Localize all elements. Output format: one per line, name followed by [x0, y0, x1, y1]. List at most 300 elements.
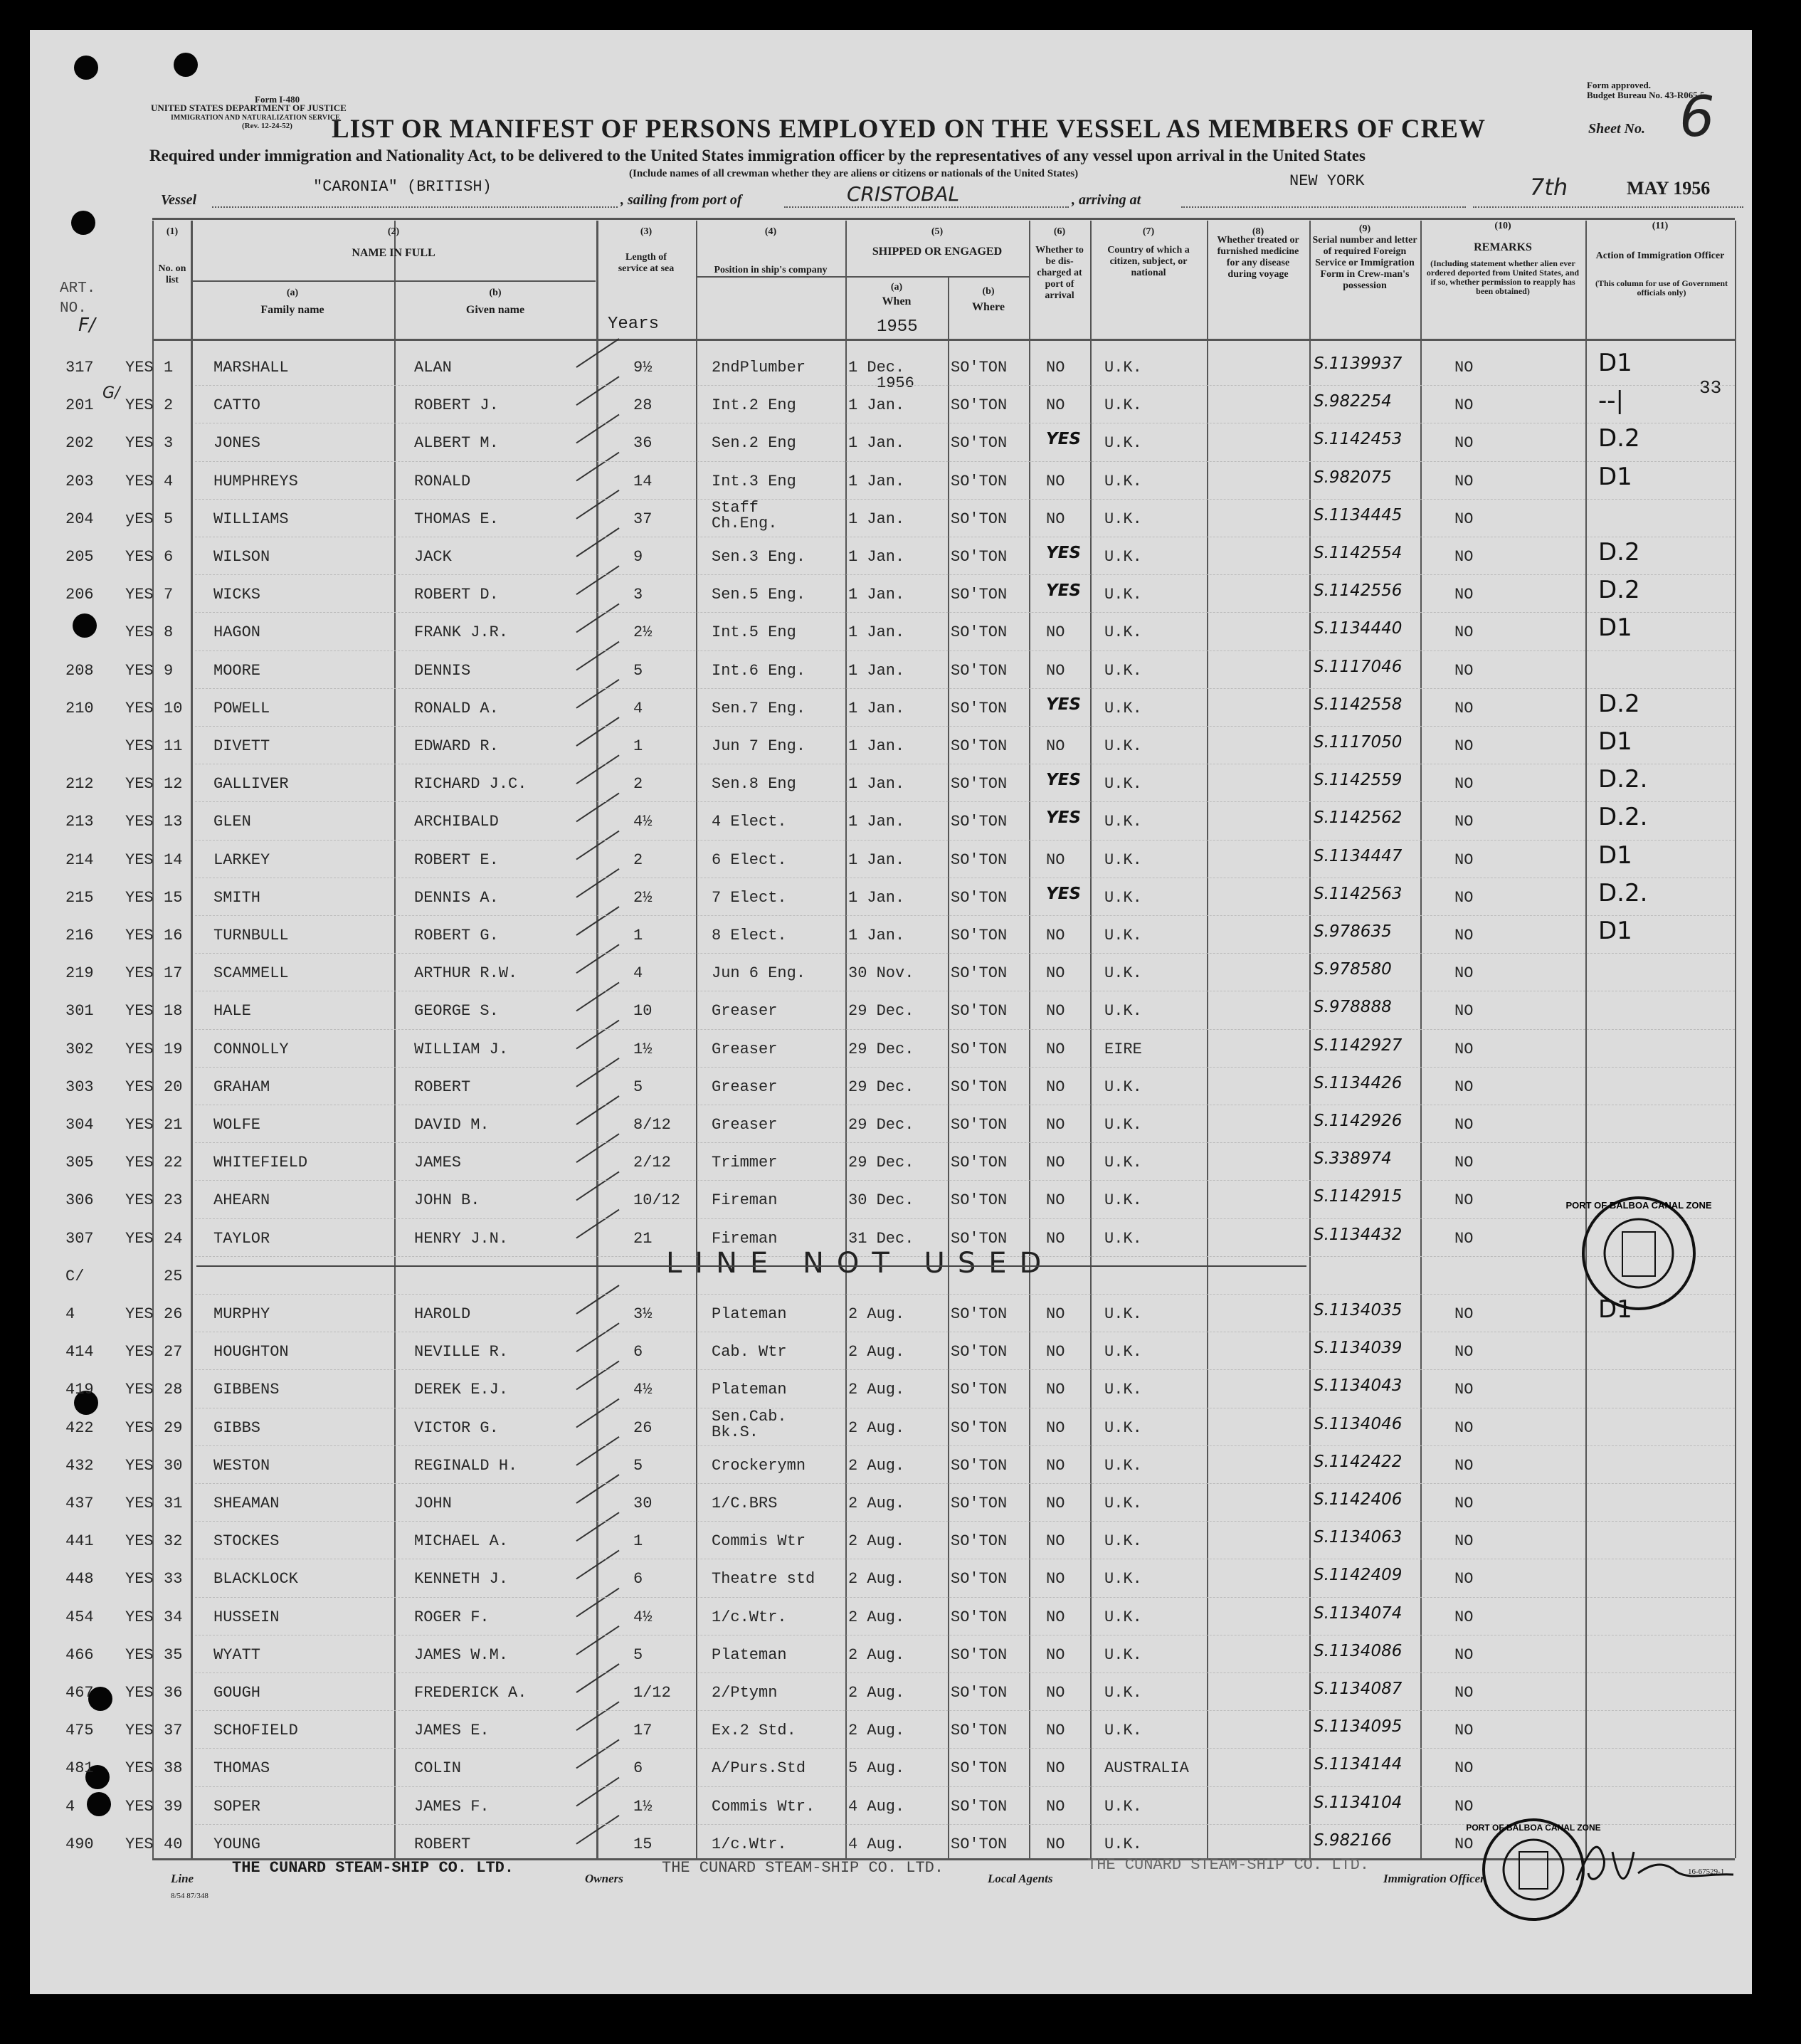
remarks: NO	[1454, 1418, 1474, 1437]
list-number: 4	[164, 472, 174, 490]
family-name: DIVETT	[213, 737, 270, 755]
list-number: 5	[164, 510, 174, 528]
remarks: NO	[1454, 1191, 1474, 1210]
country: U.K.	[1104, 1191, 1142, 1210]
list-number: 26	[164, 1305, 183, 1323]
family-name: BLACKLOCK	[213, 1570, 298, 1589]
list-number: 25	[164, 1267, 183, 1285]
serial-number: S.982254	[1314, 392, 1392, 411]
art-number: 305	[65, 1154, 94, 1172]
yes-mark: YES	[125, 359, 154, 376]
sheet-label: Sheet No.	[1588, 121, 1645, 137]
given-name: ALAN	[414, 359, 452, 376]
serial-number: S.1142563	[1314, 884, 1403, 903]
remarks: NO	[1454, 737, 1474, 755]
art-number: 301	[65, 1002, 94, 1021]
engaged-where: SO'TON	[951, 623, 1008, 642]
family-name: WHITEFIELD	[213, 1154, 308, 1172]
discharged: YES	[1046, 430, 1081, 449]
yes-mark: YES	[125, 1040, 154, 1058]
list-number: 17	[164, 964, 183, 983]
serial-number: S.1134087	[1314, 1680, 1403, 1698]
family-name: WOLFE	[213, 1116, 261, 1134]
table-row	[0, 915, 1801, 953]
engaged-where: SO'TON	[951, 1305, 1008, 1323]
col3-number: (3)	[640, 226, 653, 237]
art-number: 214	[65, 850, 94, 869]
family-name: YOUNG	[213, 1835, 261, 1853]
country: U.K.	[1104, 1418, 1142, 1437]
punch-hole	[74, 56, 98, 80]
remarks: NO	[1454, 359, 1474, 376]
engaged-where: SO'TON	[951, 1722, 1008, 1740]
arrival-underline	[1181, 206, 1466, 208]
engaged-when: 2 Aug.	[848, 1381, 905, 1399]
form-approved: Form approved.	[1587, 80, 1652, 90]
remarks: NO	[1454, 1645, 1474, 1664]
family-name: MOORE	[213, 661, 261, 680]
discharged: NO	[1046, 472, 1065, 490]
art-number: 437	[65, 1495, 94, 1512]
family-name: GIBBS	[213, 1418, 261, 1437]
owners-label: Owners	[585, 1872, 623, 1885]
agents-label: Local Agents	[988, 1872, 1053, 1885]
discharged: NO	[1046, 1154, 1065, 1172]
list-number: 40	[164, 1835, 183, 1853]
given-name: FRANK J.R.	[414, 623, 509, 642]
given-name: HAROLD	[414, 1305, 471, 1323]
remarks: NO	[1454, 510, 1474, 528]
discharged: YES	[1046, 771, 1081, 790]
remarks: NO	[1454, 1305, 1474, 1323]
position: Plateman	[712, 1645, 787, 1664]
position: Greaser	[712, 1002, 778, 1021]
given-name: ARCHIBALD	[414, 813, 499, 831]
table-row	[0, 1294, 1801, 1332]
owners-name: THE CUNARD STEAM-SHIP CO. LTD.	[662, 1859, 944, 1877]
officer-action: D1	[1598, 613, 1632, 643]
remarks: NO	[1454, 434, 1474, 453]
discharged: NO	[1046, 623, 1065, 642]
given-name: DEREK E.J.	[414, 1381, 509, 1399]
discharged: NO	[1046, 1495, 1065, 1512]
yes-mark: YES	[125, 1532, 154, 1551]
col5a-number: (a)	[890, 282, 903, 293]
yes-mark: YES	[125, 1495, 154, 1512]
service-years: 1	[633, 927, 643, 944]
remarks: NO	[1454, 1456, 1474, 1475]
serial-number: S.338974	[1314, 1149, 1392, 1169]
discharged: NO	[1046, 1608, 1065, 1626]
engaged-where: SO'TON	[951, 888, 1008, 907]
family-name: SOPER	[213, 1797, 261, 1816]
service-years: 2	[633, 850, 643, 869]
name-header: NAME IN FULL	[352, 247, 435, 259]
engaged-where: SO'TON	[951, 1116, 1008, 1134]
engaged-when: 30 Dec.	[848, 1191, 914, 1210]
art-number: 303	[65, 1078, 94, 1096]
discharged: YES	[1046, 808, 1081, 828]
position: Sen.2 Eng	[712, 434, 796, 453]
serial-number: S.1134426	[1314, 1073, 1403, 1092]
engaged-when: 1 Jan.	[848, 472, 905, 490]
engaged-when: 2 Aug.	[848, 1495, 905, 1512]
department-name: UNITED STATES DEPARTMENT OF JUSTICE	[151, 102, 347, 113]
discharged: NO	[1046, 1570, 1065, 1589]
position: Staff Ch.Eng.	[712, 498, 778, 532]
art-number: 306	[65, 1191, 94, 1210]
engaged-when: 31 Dec.	[848, 1229, 914, 1248]
col1-number: (1)	[166, 226, 179, 237]
engaged-when: 2 Aug.	[848, 1570, 905, 1589]
family-name: MURPHY	[213, 1305, 270, 1323]
include-note: (Include names of all crewman whether they are aliens or citizens or nationals of the United States)	[629, 168, 1079, 179]
list-number: 3	[164, 434, 174, 453]
name-subhead-rule	[191, 280, 596, 282]
family-name: GIBBENS	[213, 1381, 280, 1399]
service-years: 28	[633, 396, 653, 415]
officer-action: D1	[1598, 841, 1632, 870]
service-years: 14	[633, 472, 653, 490]
officer-action: D.2	[1598, 576, 1640, 605]
country: U.K.	[1104, 510, 1142, 528]
country: U.K.	[1104, 434, 1142, 453]
art-number: 201	[65, 396, 94, 415]
position: 8 Elect.	[712, 927, 787, 944]
position: Sen.7 Eng.	[712, 699, 806, 717]
engaged-when: 2 Aug.	[848, 1532, 905, 1551]
family-name: GRAHAM	[213, 1078, 270, 1096]
art-number: 202	[65, 434, 94, 453]
art-number: 317	[65, 359, 94, 376]
art-number: 448	[65, 1570, 94, 1589]
serial-number: S.1134035	[1314, 1301, 1403, 1319]
service-years: 26	[633, 1418, 653, 1437]
list-number: 36	[164, 1684, 183, 1702]
discharged: NO	[1046, 661, 1065, 680]
agents-name: THE CUNARD STEAM-SHIP CO. LTD.	[1087, 1856, 1370, 1874]
position: Sen.Cab. Bk.S.	[712, 1407, 787, 1441]
yes-mark: yES	[125, 510, 154, 528]
discharged: NO	[1046, 1305, 1065, 1323]
discharged: NO	[1046, 1040, 1065, 1058]
service-years: 4½	[633, 1608, 653, 1626]
yes-mark: YES	[125, 1570, 154, 1589]
list-number: 15	[164, 888, 183, 907]
yes-mark: YES	[125, 586, 154, 604]
position: Theatre std	[712, 1570, 815, 1589]
engaged-when: 29 Dec.	[848, 1078, 914, 1096]
given-name: DENNIS A.	[414, 888, 499, 907]
list-number: 27	[164, 1343, 183, 1361]
given-name: DENNIS	[414, 661, 471, 680]
engaged-when: 1 Jan.	[848, 927, 905, 944]
yes-mark: YES	[125, 1797, 154, 1816]
service-years: 1/12	[633, 1684, 671, 1702]
service-years: 17	[633, 1722, 653, 1740]
list-number: 37	[164, 1722, 183, 1740]
serial-number: S.1142927	[1314, 1036, 1403, 1055]
serial-number: S.1139937	[1314, 354, 1403, 373]
officer-action: D.2	[1598, 689, 1640, 718]
family-name: WYATT	[213, 1645, 261, 1664]
serial-number: S.1142915	[1314, 1187, 1403, 1206]
art-number: 475	[65, 1722, 94, 1740]
family-name: HUSSEIN	[213, 1608, 280, 1626]
officer-action: --|	[1598, 386, 1624, 416]
engaged-when: 1 Jan.	[848, 548, 905, 566]
position: Sen.5 Eng.	[712, 586, 806, 604]
country: U.K.	[1104, 396, 1142, 415]
country: U.K.	[1104, 1116, 1142, 1134]
table-row	[0, 1369, 1801, 1407]
engaged-where: SO'TON	[951, 1495, 1008, 1512]
family-name: SMITH	[213, 888, 261, 907]
where-header: Where	[972, 301, 1005, 313]
officer-action: D.2	[1598, 424, 1640, 453]
engaged-when: 2 Aug.	[848, 1608, 905, 1626]
remarks: NO	[1454, 586, 1474, 604]
engaged-where: SO'TON	[951, 1040, 1008, 1058]
position: 6 Elect.	[712, 850, 787, 869]
art-number: 203	[65, 472, 94, 490]
service-years: 6	[633, 1570, 643, 1589]
list-number: 11	[164, 737, 183, 755]
table-row	[0, 764, 1801, 801]
country: U.K.	[1104, 1495, 1142, 1512]
serial-number: S.1134043	[1314, 1376, 1403, 1396]
given-name: DAVID M.	[414, 1116, 490, 1134]
art-number: 210	[65, 699, 94, 717]
discharged: NO	[1046, 1116, 1065, 1134]
service-years: 15	[633, 1835, 653, 1853]
given-name: HENRY J.N.	[414, 1229, 509, 1248]
officer-action: D1	[1598, 917, 1632, 945]
position: Int.5 Eng	[712, 623, 796, 642]
service-years: 37	[633, 510, 653, 528]
art-number: 216	[65, 927, 94, 944]
list-number: 6	[164, 548, 174, 566]
service-years: 2/12	[633, 1154, 671, 1172]
yes-mark: YES	[125, 1305, 154, 1323]
family-name: WICKS	[213, 586, 261, 604]
col9-number: (9)	[1358, 223, 1371, 234]
country: U.K.	[1104, 1797, 1142, 1816]
family-name: GLEN	[213, 813, 251, 831]
list-number: 8	[164, 623, 174, 642]
engaged-where: SO'TON	[951, 1154, 1008, 1172]
line-name: THE CUNARD STEAM-SHIP CO. LTD.	[232, 1859, 514, 1877]
discharged: YES	[1046, 581, 1081, 601]
given-name: ROBERT G.	[414, 927, 499, 944]
engaged-when: 4 Aug.	[848, 1835, 905, 1853]
art-number: 490	[65, 1835, 94, 1853]
family-name: HALE	[213, 1002, 251, 1021]
given-name: JAMES W.M.	[414, 1645, 509, 1664]
service-years: 8/12	[633, 1116, 671, 1134]
engaged-where: SO'TON	[951, 1002, 1008, 1021]
col6-number: (6)	[1053, 226, 1066, 237]
engaged-where: SO'TON	[951, 1608, 1008, 1626]
given-name: JAMES	[414, 1154, 462, 1172]
table-row	[0, 1445, 1801, 1483]
list-number: 24	[164, 1229, 183, 1248]
list-number: 9	[164, 661, 174, 680]
col2b-number: (b)	[489, 288, 502, 298]
country: U.K.	[1104, 1002, 1142, 1021]
yes-mark: YES	[125, 1116, 154, 1134]
given-name: KENNETH J.	[414, 1570, 509, 1589]
engaged-when: 30 Nov.	[848, 964, 914, 983]
remarks: NO	[1454, 1684, 1474, 1702]
remarks: NO	[1454, 1759, 1474, 1778]
country: U.K.	[1104, 1381, 1142, 1399]
serial-number: S.978635	[1314, 922, 1392, 941]
service-years: 6	[633, 1343, 643, 1361]
yes-mark: YES	[125, 1418, 154, 1437]
table-row	[0, 1142, 1801, 1180]
yes-mark: YES	[125, 661, 154, 680]
service-years: 10	[633, 1002, 653, 1021]
family-name: HOUGHTON	[213, 1343, 289, 1361]
art-header: ART. NO.	[60, 280, 96, 317]
discharged: NO	[1046, 1418, 1065, 1437]
position: 7 Elect.	[712, 888, 787, 907]
art-number: 208	[65, 661, 94, 680]
engaged-where: SO'TON	[951, 775, 1008, 794]
list-number: 23	[164, 1191, 183, 1210]
remarks: NO	[1454, 1835, 1474, 1853]
position: 2ndPlumber	[712, 359, 806, 376]
position: Int.2 Eng	[712, 396, 796, 415]
country: U.K.	[1104, 1608, 1142, 1626]
serial-number: S.982166	[1314, 1830, 1392, 1850]
country: U.K.	[1104, 1305, 1142, 1323]
col8-number: (8)	[1252, 226, 1264, 237]
engaged-year-1956: 1956	[877, 374, 914, 392]
engaged-when: 2 Aug.	[848, 1343, 905, 1361]
medicine-header: Whether treated or furnished medicine for any disease during voyage	[1217, 235, 1299, 280]
given-name: JOHN B.	[414, 1191, 480, 1210]
art-number: 219	[65, 964, 94, 983]
engaged-when: 2 Aug.	[848, 1645, 905, 1664]
discharged: NO	[1046, 510, 1065, 528]
art-number: 206	[65, 586, 94, 604]
country: U.K.	[1104, 1645, 1142, 1664]
list-number: 2	[164, 396, 174, 415]
arrival-day: 7th	[1530, 174, 1568, 201]
list-number: 30	[164, 1456, 183, 1475]
discharged: NO	[1046, 1797, 1065, 1816]
serial-number: S.1134074	[1314, 1603, 1403, 1623]
engaged-when: 2 Aug.	[848, 1456, 905, 1475]
country: U.K.	[1104, 1154, 1142, 1172]
engaged-where: SO'TON	[951, 586, 1008, 604]
engaged-when: 2 Aug.	[848, 1722, 905, 1740]
list-number: 14	[164, 850, 183, 869]
given-name: ROBERT E.	[414, 850, 499, 869]
service-years: 5	[633, 1078, 643, 1096]
list-number: 34	[164, 1608, 183, 1626]
table-row	[0, 650, 1801, 688]
family-name: SHEAMAN	[213, 1495, 280, 1512]
subtitle: Required under immigration and Nationality Act, to be delivered to the United States immigration officer by the representatives of any vessel upon arrival in the United States	[149, 147, 1366, 164]
position: Cab. Wtr	[712, 1343, 787, 1361]
service-years: 6	[633, 1759, 643, 1778]
family-name: JONES	[213, 434, 261, 453]
serial-number: S.1134104	[1314, 1793, 1403, 1812]
family-name: WESTON	[213, 1456, 270, 1475]
engaged-where: SO'TON	[951, 1835, 1008, 1853]
discharged: NO	[1046, 1722, 1065, 1740]
table-row	[0, 726, 1801, 764]
serial-number: S.978580	[1314, 960, 1392, 979]
country: U.K.	[1104, 927, 1142, 944]
art-number: 481	[65, 1759, 94, 1778]
engaged-when: 1 Jan.	[848, 396, 905, 415]
serial-number: S.1142562	[1314, 808, 1403, 828]
engaged-where: SO'TON	[951, 737, 1008, 755]
discharged-header: Whether to be dis-charged at port of arrival	[1035, 245, 1084, 301]
country: U.K.	[1104, 472, 1142, 490]
given-name: RONALD A.	[414, 699, 499, 717]
discharged: NO	[1046, 850, 1065, 869]
position: Commis Wtr	[712, 1532, 806, 1551]
service-name: IMMIGRATION AND NATURALIZATION SERVICE	[171, 114, 340, 122]
position: Sen.3 Eng.	[712, 548, 806, 566]
arriving-label: , arriving at	[1072, 192, 1141, 208]
family-name: CONNOLLY	[213, 1040, 289, 1058]
engaged-when: 2 Aug.	[848, 1684, 905, 1702]
remarks: NO	[1454, 1495, 1474, 1512]
col7-number: (7)	[1142, 226, 1155, 237]
table-row	[0, 612, 1801, 650]
serial-number: S.1142409	[1314, 1566, 1403, 1585]
engaged-where: SO'TON	[951, 1343, 1008, 1361]
given-name: ROBERT D.	[414, 586, 499, 604]
list-number: 35	[164, 1645, 183, 1664]
discharged: YES	[1046, 695, 1081, 714]
table-row	[0, 1521, 1801, 1559]
departure-port: CRISTOBAL	[847, 182, 960, 206]
list-number: 13	[164, 813, 183, 831]
country-header: Country of which a citizen, subject, or national	[1107, 245, 1190, 278]
revision-date: (Rev. 12-24-52)	[242, 122, 292, 130]
officer-action: D.2	[1598, 538, 1640, 567]
serial-number: S.1142406	[1314, 1490, 1403, 1509]
remarks: NO	[1454, 1040, 1474, 1058]
remarks: NO	[1454, 1570, 1474, 1589]
remarks: NO	[1454, 472, 1474, 490]
yes-mark: YES	[125, 396, 154, 415]
position: Ex.2 Std.	[712, 1722, 796, 1740]
position: 1/c.Wtr.	[712, 1608, 787, 1626]
remarks: NO	[1454, 1078, 1474, 1096]
given-name: REGINALD H.	[414, 1456, 518, 1475]
officer-signature	[1570, 1830, 1755, 1895]
service-years: 1½	[633, 1797, 653, 1816]
when-header: When	[882, 295, 912, 307]
discharged: NO	[1046, 1381, 1065, 1399]
engaged-where: SO'TON	[951, 510, 1008, 528]
engaged-when: 29 Dec.	[848, 1002, 914, 1021]
serial-number: S.1134144	[1314, 1755, 1403, 1774]
yes-mark: YES	[125, 1343, 154, 1361]
given-name: THOMAS E.	[414, 510, 499, 528]
given-name: ROBERT	[414, 1835, 471, 1853]
engaged-where: SO'TON	[951, 1381, 1008, 1399]
list-number: 28	[164, 1381, 183, 1399]
